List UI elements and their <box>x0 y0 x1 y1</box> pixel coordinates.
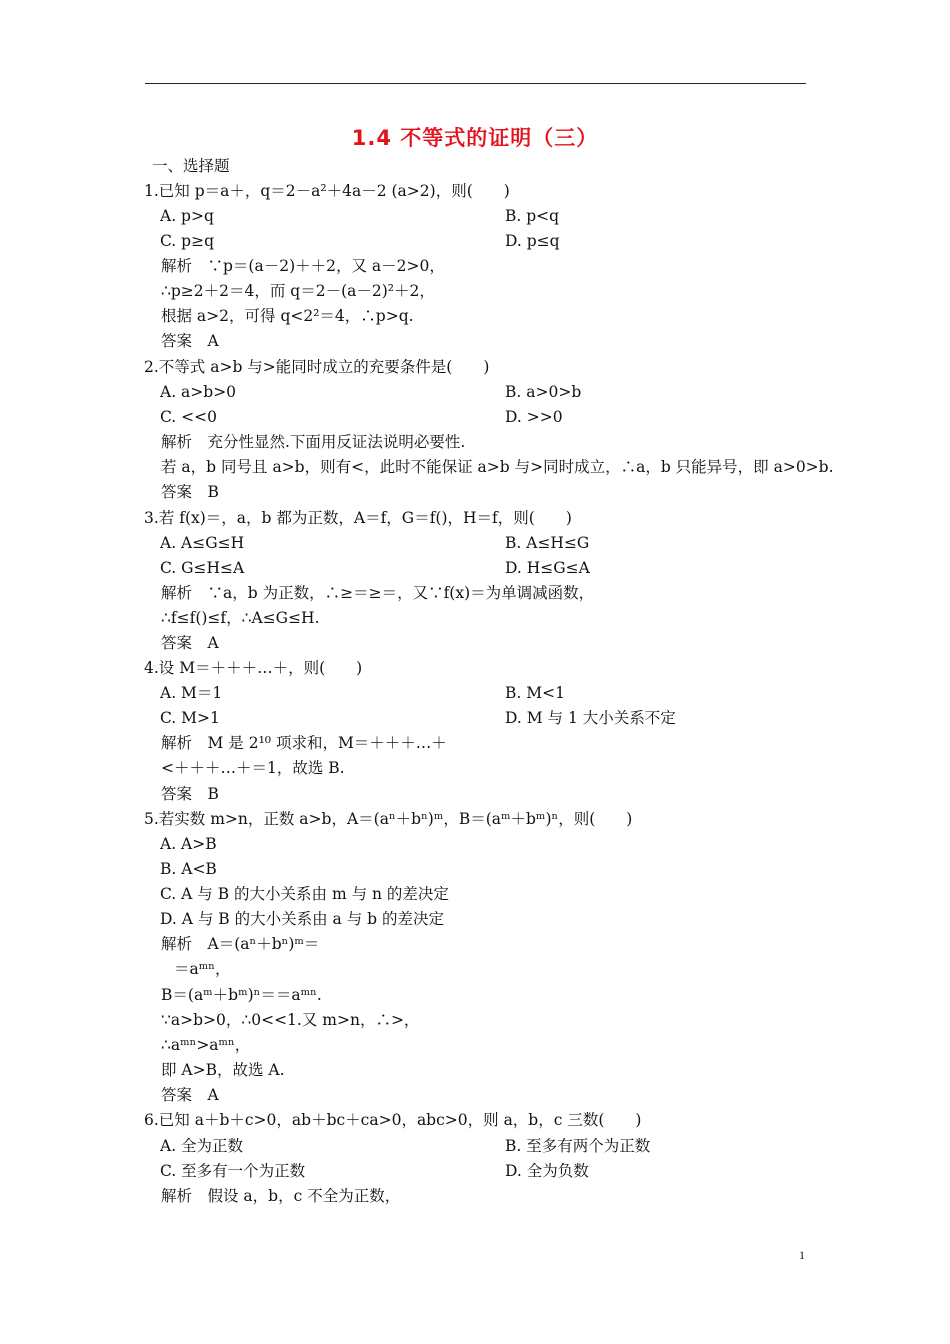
q6-option-b: B. 至多有两个为正数 <box>505 1137 651 1155</box>
q1-solution-line: 解析 ∵p＝(a－2)＋＋2，又 a－2>0， <box>161 257 445 275</box>
page-number: 1 <box>799 1248 805 1262</box>
q6-option-d: D. 全为负数 <box>505 1162 589 1180</box>
q5-solution-line: ∴aᵐⁿ>aᵐⁿ， <box>161 1036 251 1054</box>
q5-stem: 5.若实数 m>n，正数 a>b，A＝(aⁿ＋bⁿ)ᵐ，B＝(aᵐ＋bᵐ)ⁿ，则( ) <box>144 810 633 828</box>
q4-option-d: D. M 与 1 大小关系不定 <box>505 709 676 727</box>
q6-option-a: A. 全为正数 <box>160 1137 244 1155</box>
page-title: 1.4 不等式的证明（三） <box>351 126 599 150</box>
q1-option-b: B. p<q <box>505 207 560 225</box>
q3-solution-line: ∴f≤f()≤f，∴A≤G≤H. <box>161 609 320 627</box>
q6-stem: 6.已知 a＋b＋c>0，ab＋bc＋ca>0，abc>0，则 a，b，c 三数( ) <box>144 1111 642 1129</box>
q2-option-a: A. a>b>0 <box>160 383 237 401</box>
q4-answer: 答案 B <box>161 785 219 803</box>
q5-solution-line: 解析 A＝(aⁿ＋bⁿ)ᵐ＝ <box>161 935 320 953</box>
q4-option-b: B. M<1 <box>505 684 565 702</box>
q2-option-b: B. a>0>b <box>505 383 582 401</box>
q1-solution-line: 根据 a>2，可得 q<2²＝4，∴p>q. <box>161 307 414 325</box>
q6-solution-line: 解析 假设 a，b，c 不全为正数， <box>161 1187 401 1205</box>
q1-solution-line: ∴p≥2＋2＝4，而 q＝2－(a－2)²＋2， <box>161 282 435 300</box>
q4-option-a: A. M＝1 <box>160 684 223 702</box>
q2-option-d: D. >>0 <box>505 408 563 426</box>
q3-option-d: D. H≤G≤A <box>505 559 590 577</box>
q4-stem: 4.设 M＝＋＋＋…＋，则( ) <box>144 659 363 677</box>
q3-option-c: C. G≤H≤A <box>160 559 245 577</box>
q3-solution-line: 解析 ∵a，b 为正数，∴≥＝≥＝，又∵f(x)＝为单调减函数， <box>161 584 595 602</box>
q4-option-c: C. M>1 <box>160 709 220 727</box>
q2-answer: 答案 B <box>161 483 219 501</box>
q5-solution-line: ∵a>b>0，∴0<<1.又 m>n，∴>， <box>161 1011 420 1029</box>
q3-option-b: B. A≤H≤G <box>505 534 590 552</box>
q5-answer: 答案 A <box>161 1086 219 1104</box>
q3-option-a: A. A≤G≤H <box>160 534 245 552</box>
q5-option-a: A. A>B <box>160 835 217 853</box>
q1-stem: 1.已知 p＝a＋，q＝2－a²＋4a－2 (a>2)，则( ) <box>144 182 510 200</box>
q1-option-a: A. p>q <box>160 207 214 225</box>
q4-solution-line: 解析 M 是 2¹⁰ 项求和，M＝＋＋＋…＋ <box>161 734 447 752</box>
q5-option-b: B. A<B <box>160 860 217 878</box>
q2-option-c: C. <<0 <box>160 408 217 426</box>
section-heading: 一、选择题 <box>152 157 230 175</box>
header-rule <box>145 83 806 84</box>
q4-solution-line: <＋＋＋…＋＝1，故选 B. <box>161 759 345 777</box>
q5-solution-line: ＝aᵐⁿ， <box>174 960 231 978</box>
q2-solution-line: 解析 充分性显然.下面用反证法说明必要性. <box>161 433 466 451</box>
q6-option-c: C. 至多有一个为正数 <box>160 1162 306 1180</box>
q3-answer: 答案 A <box>161 634 219 652</box>
q1-option-c: C. p≥q <box>160 232 214 250</box>
q2-solution-line: 若 a，b 同号且 a>b，则有<，此时不能保证 a>b 与>同时成立，∴a，b 只能异号，即 a>0>b. <box>161 458 834 476</box>
q5-solution-line: 即 A>B，故选 A. <box>161 1061 285 1079</box>
q5-solution-line: B＝(aᵐ＋bᵐ)ⁿ＝＝aᵐⁿ. <box>161 986 322 1004</box>
q5-option-c: C. A 与 B 的大小关系由 m 与 n 的差决定 <box>160 885 449 903</box>
q5-option-d: D. A 与 B 的大小关系由 a 与 b 的差决定 <box>160 910 444 928</box>
q2-stem: 2.不等式 a>b 与>能同时成立的充要条件是( ) <box>144 358 490 376</box>
q1-answer: 答案 A <box>161 332 219 350</box>
q1-option-d: D. p≤q <box>505 232 560 250</box>
q3-stem: 3.若 f(x)＝，a，b 都为正数，A＝f，G＝f()，H＝f，则( ) <box>144 509 572 527</box>
